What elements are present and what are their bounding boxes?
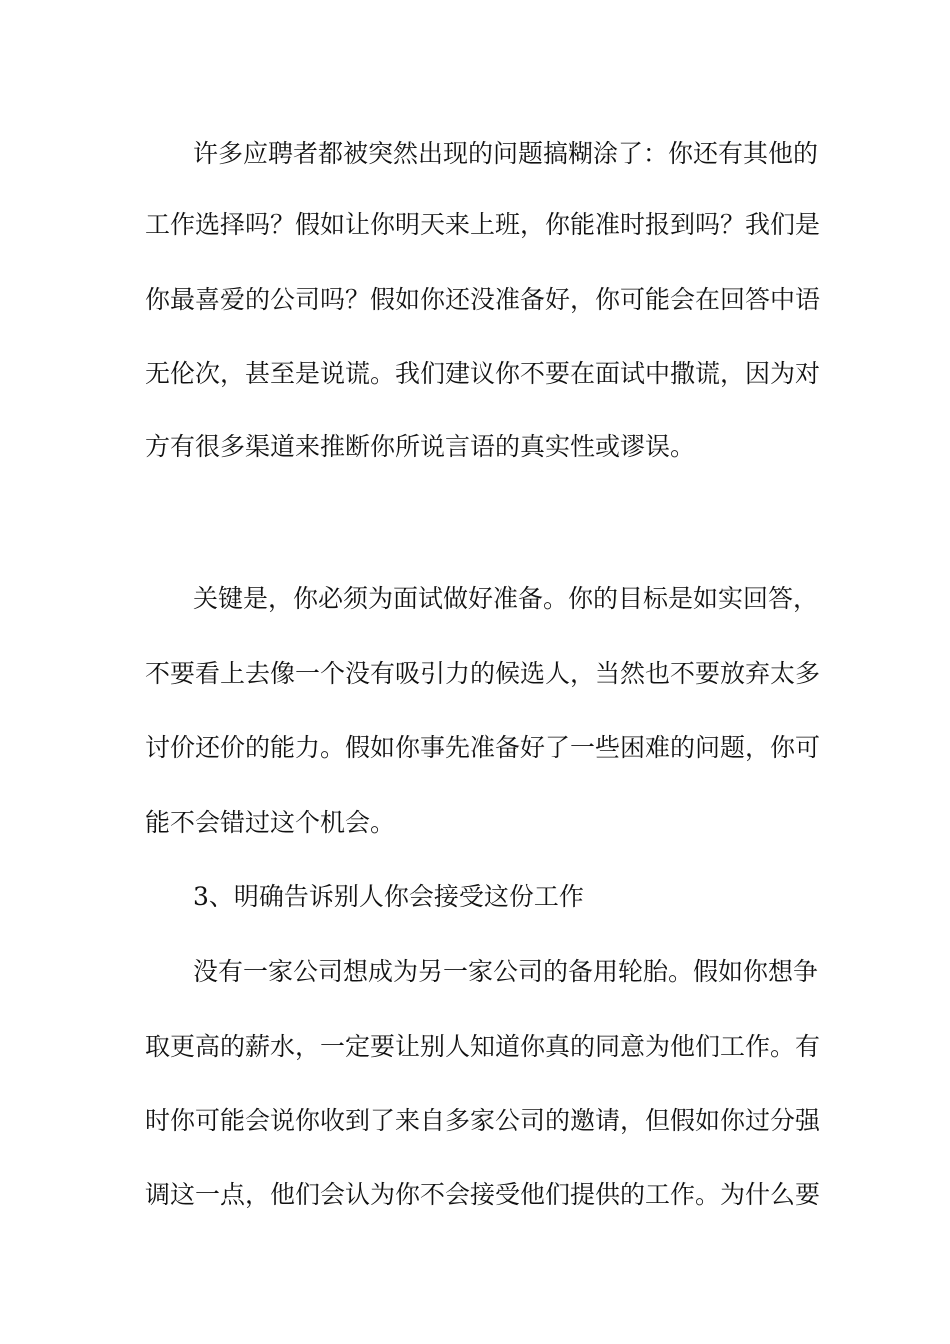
paragraph-2-line-4: 能不会错过这个机会。 — [145, 808, 396, 837]
paragraph-3-line-3: 时你可能会说你收到了来自多家公司的邀请，但假如你过分强 — [145, 1106, 821, 1135]
paragraph-3-line-2: 取更高的薪水，一定要让别人知道你真的同意为他们工作。有 — [145, 1032, 821, 1061]
paragraph-2-line-2: 不要看上去像一个没有吸引力的候选人，当然也不要放弃太多 — [145, 659, 821, 688]
paragraph-1-line-1: 许多应聘者都被突然出现的问题搞糊涂了：你还有其他的 — [193, 139, 819, 168]
section-heading-text: 3、明确告诉别人你会接受这份工作 — [193, 882, 584, 911]
paragraph-2-line-1: 关键是，你必须为面试做好准备。你的目标是如实回答， — [193, 584, 819, 613]
paragraph-3-line-4: 调这一点，他们会认为你不会接受他们提供的工作。为什么要 — [145, 1180, 821, 1209]
paragraph-3-line-1: 没有一家公司想成为另一家公司的备用轮胎。假如你想争 — [193, 957, 819, 986]
paragraph-1-line-2: 工作选择吗？假如让你明天来上班，你能准时报到吗？我们是 — [145, 210, 821, 239]
paragraph-1-line-4: 无伦次，甚至是说谎。我们建议你不要在面试中撒谎，因为对 — [145, 359, 821, 388]
paragraph-1-line-3: 你最喜爱的公司吗？假如你还没准备好，你可能会在回答中语 — [145, 285, 821, 314]
paragraph-2-line-3: 讨价还价的能力。假如你事先准备好了一些困难的问题，你可 — [145, 733, 821, 762]
paragraph-1-line-5: 方有很多渠道来推断你所说言语的真实性或谬误。 — [145, 432, 696, 461]
